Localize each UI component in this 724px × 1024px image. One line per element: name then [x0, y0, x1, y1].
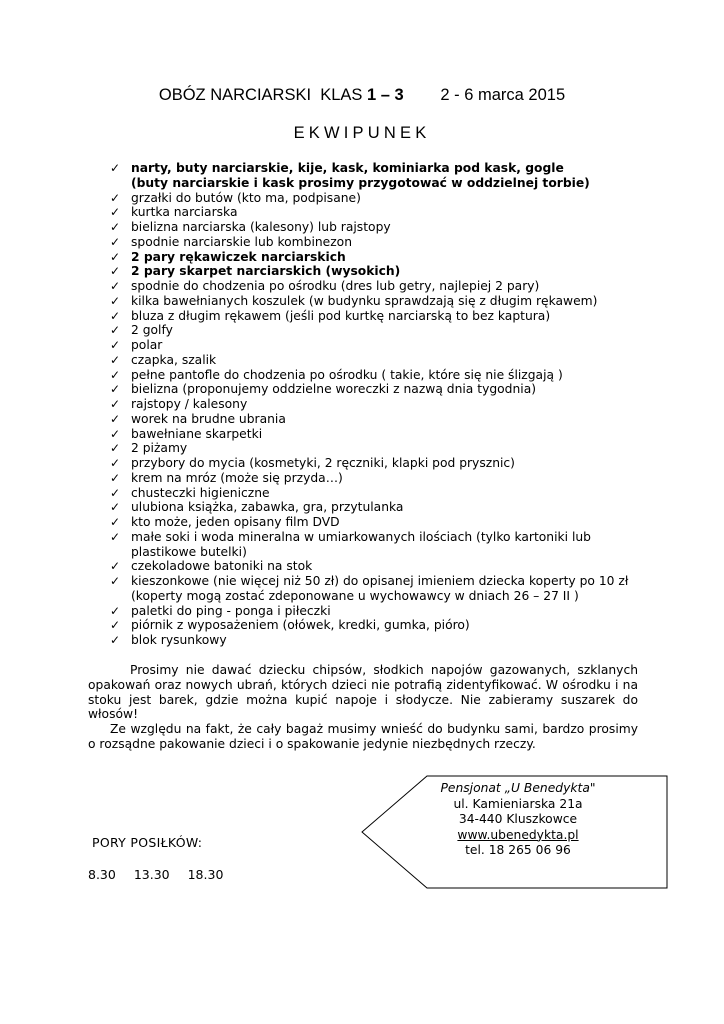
page-title — [0, 86, 724, 105]
list-item-text: bluza z długim rękawem (jeśli pod kurtkę narciarską to bez kaptura) — [131, 308, 551, 323]
checkmark-icon: ✓ — [110, 279, 121, 293]
list-item-text: polar — [131, 338, 163, 352]
checkmark-icon: ✓ — [110, 220, 121, 234]
list-item-text: paletki do ping - ponga i piłeczki — [131, 603, 331, 618]
list-item-text: kilka bawełnianych koszulek (w budynku sprawdzają się z długim rękawem) — [131, 293, 598, 308]
list-item-text: przybory do mycia (kosmetyki, 2 ręczniki, klapki pod prysznic) — [131, 456, 515, 470]
list-item — [110, 618, 670, 633]
address-name: Pensjonat „U Benedykta" — [440, 781, 596, 795]
list-item — [110, 382, 670, 397]
list-item — [110, 338, 670, 353]
list-item — [110, 441, 670, 456]
list-item — [110, 412, 670, 427]
list-item-text: blok rysunkowy — [131, 633, 227, 647]
meal-time: 8.30 — [88, 867, 116, 882]
list-item-text: narty, buty narciarskie, kije, kask, kominiarka pod kask, gogle — [131, 161, 564, 175]
list-item — [110, 574, 670, 589]
list-item — [110, 604, 670, 619]
list-item — [110, 589, 670, 604]
list-item-text: spodnie do chodzenia po ośrodku (dres lub getry, najlepiej 2 pary) — [131, 279, 540, 293]
address-street: ul. Kamieniarska 21a — [453, 796, 583, 811]
checkmark-icon: ✓ — [110, 323, 121, 338]
checkmark-icon: ✓ — [110, 293, 121, 308]
checkmark-icon: ✓ — [110, 456, 121, 470]
checkmark-icon: ✓ — [110, 234, 121, 249]
list-item — [110, 427, 670, 442]
list-item-text: bawełniane skarpetki — [131, 426, 263, 441]
list-item — [110, 279, 670, 294]
list-item — [110, 500, 670, 515]
list-item — [110, 161, 670, 176]
list-item-text: krem na mróz (może się przyda…) — [131, 470, 343, 485]
address-block — [418, 781, 618, 859]
list-item — [110, 471, 670, 486]
checkmark-icon: ✓ — [110, 397, 121, 411]
title-main: OBÓZ NARCIARSKI KLAS — [158, 86, 367, 104]
checkmark-icon: ✓ — [110, 249, 121, 264]
list-item-text: pełne pantofle do chodzenia po ośrodku ( takie, które się nie ślizgają ) — [131, 367, 563, 382]
list-item-text: bielizna (proponujemy oddzielne woreczki z nazwą dnia tygodnia) — [131, 382, 537, 397]
meal-times-label: PORY POSIŁKÓW: — [92, 835, 203, 850]
checkmark-icon: ✓ — [110, 161, 121, 175]
list-item — [110, 397, 670, 412]
list-item-text: spodnie narciarskie lub kombinezon — [131, 234, 352, 249]
equipment-list — [110, 161, 670, 648]
list-item — [110, 353, 670, 368]
checkmark-icon: ✓ — [110, 633, 121, 647]
list-item — [110, 176, 670, 191]
list-item — [110, 264, 670, 279]
checkmark-icon: ✓ — [110, 559, 121, 574]
list-item — [110, 559, 670, 574]
address-phone: tel. 18 265 06 96 — [465, 843, 571, 857]
list-item-text: plastikowe butelki) — [131, 544, 247, 559]
list-item-text: czekoladowe batoniki na stok — [131, 559, 313, 574]
list-item — [110, 309, 670, 324]
title-classes: 1 – 3 — [367, 86, 404, 104]
list-item-text: (buty narciarskie i kask prosimy przygotować w oddzielnej torbie) — [131, 175, 590, 190]
list-item — [110, 530, 670, 545]
list-item-text: piórnik z wyposażeniem (ołówek, kredki, gumka, pióro) — [131, 618, 470, 633]
list-item — [110, 633, 670, 648]
list-item — [110, 368, 670, 383]
list-item-text: czapka, szalik — [131, 352, 217, 367]
list-item-text: rajstopy / kalesony — [131, 397, 248, 411]
list-item — [110, 235, 670, 250]
checkmark-icon: ✓ — [110, 618, 121, 633]
list-item — [110, 250, 670, 265]
checkmark-icon: ✓ — [110, 603, 121, 618]
list-item — [110, 205, 670, 220]
list-item — [110, 545, 670, 560]
list-item-text: (koperty mogą zostać zdeponowane u wychowawcy w dniach 26 – 27 II ) — [131, 588, 579, 603]
checkmark-icon: ✓ — [110, 529, 121, 544]
address-website-link[interactable]: www.ubenedykta.pl — [457, 827, 579, 842]
checkmark-icon: ✓ — [110, 515, 121, 529]
checkmark-icon: ✓ — [110, 338, 121, 352]
checkmark-icon: ✓ — [110, 426, 121, 441]
list-item-text: kieszonkowe (nie więcej niż 50 zł) do opisanej imieniem dziecka koperty po 10 zł — [131, 574, 629, 588]
notice-paragraph-2: Ze względu na fakt, że cały bagaż musimy wnieść do budynku sami, bardzo prosimy o rozsądne pakowanie dzieci i o spakowanie jedynie niezbędnych rzeczy. — [88, 722, 638, 751]
list-item — [110, 515, 670, 530]
checkmark-icon: ✓ — [110, 264, 121, 279]
list-item — [110, 323, 670, 338]
list-item-text: ulubiona książka, zabawka, gra, przytulanka — [131, 500, 404, 515]
list-item-text: kurtka narciarska — [131, 205, 238, 220]
list-item — [110, 220, 670, 235]
checkmark-icon: ✓ — [110, 470, 121, 485]
list-item — [110, 191, 670, 206]
checkmark-icon: ✓ — [110, 205, 121, 220]
list-item-text: 2 golfy — [131, 323, 173, 338]
checkmark-icon: ✓ — [110, 382, 121, 397]
checkmark-icon: ✓ — [110, 308, 121, 323]
list-item-text: 2 piżamy — [131, 441, 188, 456]
list-item-text: bielizna narciarska (kalesony) lub rajstopy — [131, 220, 391, 234]
checkmark-icon: ✓ — [110, 190, 121, 205]
checkmark-icon: ✓ — [110, 574, 121, 588]
address-city: 34-440 Kluszkowce — [458, 812, 578, 826]
checkmark-icon: ✓ — [110, 352, 121, 367]
list-item-text: worek na brudne ubrania — [131, 411, 286, 426]
list-item-text: 2 pary rękawiczek narciarskich — [131, 249, 346, 264]
checkmark-icon: ✓ — [110, 500, 121, 515]
list-item-text: 2 pary skarpet narciarskich (wysokich) — [131, 264, 401, 279]
checkmark-icon: ✓ — [110, 485, 121, 500]
list-item-text: kto może, jeden opisany film DVD — [131, 515, 340, 529]
meal-time: 18.30 — [187, 867, 224, 882]
checkmark-icon: ✓ — [110, 441, 121, 456]
page-subtitle: EKWIPUNEK — [293, 124, 431, 142]
checkmark-icon: ✓ — [110, 411, 121, 426]
notice-paragraph-1: Prosimy nie dawać dziecku chipsów, słodkich napojów gazowanych, szklanych opakowań oraz nowych ubrań, których dzieci nie potrafią zidentyfikować. W ośrodku i na stoku jest barek, gdzie można kupić napoje i słodycze. Nie zabieramy suszarek do włosów! — [88, 663, 638, 722]
meal-time: 13.30 — [133, 867, 170, 882]
list-item-text: małe soki i woda mineralna w umiarkowanych ilościach (tylko kartoniki lub — [131, 529, 591, 544]
checkmark-icon: ✓ — [110, 367, 121, 382]
list-item — [110, 294, 670, 309]
list-item — [110, 456, 670, 471]
list-item — [110, 486, 670, 501]
meal-times — [88, 867, 223, 882]
list-item-text: chusteczki higieniczne — [131, 485, 270, 500]
title-gap — [404, 86, 441, 104]
list-item-text: grzałki do butów (kto ma, podpisane) — [131, 190, 361, 205]
title-date: 2 - 6 marca 2015 — [440, 86, 566, 104]
